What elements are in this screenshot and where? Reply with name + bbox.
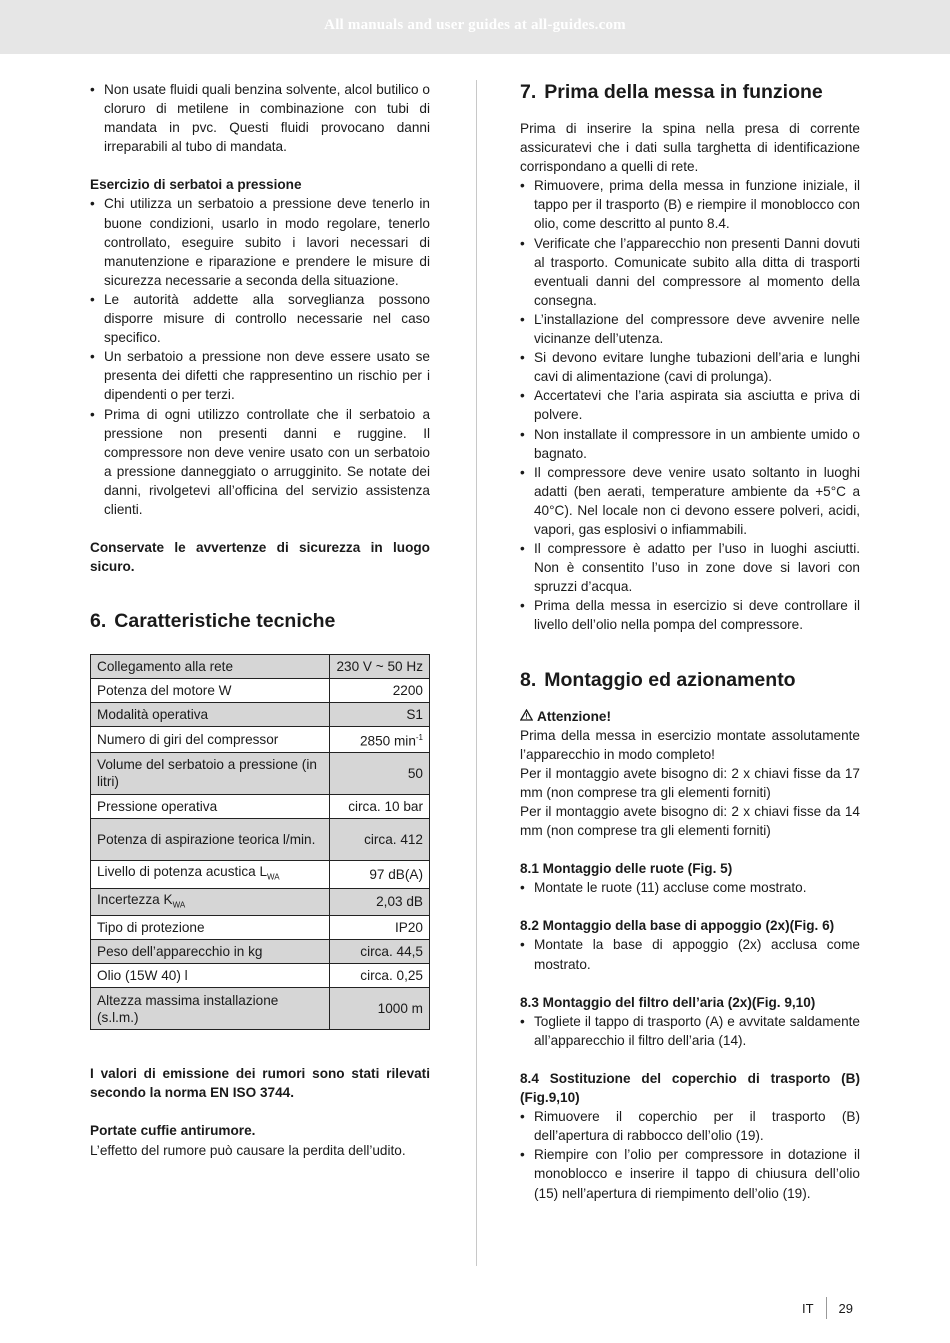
s7-bullet: • Il compressore è adatto per l’uso in luoghi asciutti. Non è consentito l’uso in zone dove si lavori con spruzzi d’acqua.	[520, 539, 860, 596]
spec-value: 1000 m	[330, 988, 430, 1030]
spec-value: 230 V ~ 50 Hz	[330, 655, 430, 679]
section8-number: 8.	[520, 668, 537, 691]
s82-bullet: • Montate la base di appoggio (2x) acclusa come mostrato.	[520, 935, 860, 973]
s81-title: 8.1 Montaggio delle ruote (Fig. 5)	[520, 861, 733, 877]
pressure-bullet: • Prima di ogni utilizzo controllate che il serbatoio a pressione non presenti danni e ruggine. Il compressore non deve venire usato con un serbatoio a pressione danneggiato o arrugginito. Se notate dei danni, rivolgetevi all’officina del servizio assistenza clienti.	[90, 405, 430, 520]
s84-title: 8.4 Sostituzione del coperchio di trasporto (B) (Fig.9,10)	[520, 1070, 860, 1106]
spec-label	[91, 860, 330, 888]
watermark-text: All manuals and user guides at all-guides.com	[324, 17, 626, 33]
s84-bullet: • Rimuovere il coperchio per il trasporto (B) dell’apertura di rabbocco dell’olio (19).	[520, 1107, 860, 1145]
spec-value: 2200	[330, 679, 430, 703]
noise-note: I valori di emissione dei rumori sono stati rilevati secondo la norma EN ISO 3744.	[90, 1066, 430, 1101]
s82-list	[520, 935, 860, 973]
tools-text-2: Per il montaggio avete bisogno di: 2 x chiavi fisse da 14 mm (non comprese tra gli elementi forniti)	[520, 804, 860, 839]
spec-label-sub: WA	[267, 872, 280, 882]
s7-bullet: • Verificate che l’apparecchio non presenti Danni dovuti al trasporto. Comunicate subito alla ditta di trasporti eventuali danni del compressore al momento della consegna.	[520, 234, 860, 310]
s7-bullet: • Si devono evitare lunghe tubazioni dell’aria e lunghi cavi di alimentazione (cavi di prolunga).	[520, 348, 860, 386]
page-footer	[802, 1297, 853, 1319]
intro-bullet: • Non usate fluidi quali benzina solvente, alcol butilico o cloruro di metilene in combinazione con tubi di mandata in pvc. Questi fluidi provocano danni irreparabili al tubo di mandata.	[90, 80, 430, 156]
spec-label: Numero di giri del compressor	[91, 727, 330, 753]
table-row	[91, 727, 430, 753]
spec-value: circa. 0,25	[330, 964, 430, 988]
table-row	[91, 964, 430, 988]
s7-bullet: • L’installazione del compressore deve avvenire nelle vicinanze dell’utenza.	[520, 310, 860, 348]
spec-value: circa. 10 bar	[330, 794, 430, 818]
footer-separator	[826, 1297, 827, 1319]
s83-list	[520, 1012, 860, 1050]
spec-value: S1	[330, 703, 430, 727]
pressure-bullet: • Un serbatoio a pressione non deve essere usato se presenta dei difetti che rappresentino un rischio per i dipendenti o per terzi.	[90, 347, 430, 404]
s84-bullet: • Riempire con l’olio per compressore in dotazione il monoblocco e inserire il tappo di chiusura dell’olio (15) nell’apertura di riempimento dell’olio (19).	[520, 1145, 860, 1202]
spec-value: circa. 412	[330, 818, 430, 860]
spec-label: Potenza di aspirazione teorica l/min.	[91, 818, 330, 860]
s7-bullet: • Accertatevi che l’aria aspirata sia asciutta e priva di polvere.	[520, 386, 860, 424]
spec-label: Potenza del motore W	[91, 679, 330, 703]
spec-value	[330, 727, 430, 753]
warning-icon	[520, 707, 533, 726]
section7-number: 7.	[520, 81, 537, 103]
attention-label: Attenzione!	[537, 708, 612, 724]
s81-list	[520, 878, 860, 897]
column-divider	[476, 80, 477, 1266]
section8-title	[520, 668, 860, 692]
table-row	[91, 794, 430, 818]
spec-value-sup: -1	[415, 733, 423, 743]
attention-text: Prima della messa in esercizio montate assolutamente l’apparecchio in modo completo!	[520, 727, 860, 762]
s7-bullet: • Rimuovere, prima della messa in funzione iniziale, il tappo per il trasporto (B) e riempire il monoblocco con olio, come descritto al punto 8.4.	[520, 176, 860, 233]
s82-title: 8.2 Montaggio della base di appoggio (2x)(Fig. 6)	[520, 918, 835, 934]
spec-label: Modalità operativa	[91, 703, 330, 727]
ear-protection-heading: Portate cuffie antirumore.	[90, 1123, 256, 1139]
table-row	[91, 888, 430, 916]
attention-heading	[520, 707, 860, 726]
spec-label-text: Incertezza K	[97, 891, 173, 907]
table-row	[91, 752, 430, 794]
spec-label: Collegamento alla rete	[91, 655, 330, 679]
left-column	[90, 80, 430, 1160]
spec-label: Volume del serbatoio a pressione (in litri)	[91, 752, 330, 794]
intro-list	[90, 80, 430, 156]
tools-text-1: Per il montaggio avete bisogno di: 2 x chiavi fisse da 17 mm (non comprese tra gli elementi forniti)	[520, 765, 860, 800]
s7-bullet: • Prima della messa in esercizio si deve controllare il livello dell’olio nella pompa del compressore.	[520, 596, 860, 634]
pressure-heading: Esercizio di serbatoi a pressione	[90, 177, 302, 193]
language-code: IT	[801, 1300, 814, 1316]
s7-intro: Prima di inserire la spina nella presa di corrente assicuratevi che i dati sulla targhetta di identificazione corrispondano a quelli di rete.	[520, 121, 860, 175]
spec-table	[90, 654, 430, 1030]
spec-label: Altezza massima installazione (s.l.m.)	[91, 988, 330, 1030]
page-number: 29	[838, 1300, 853, 1316]
spec-value: circa. 44,5	[330, 940, 430, 964]
table-row	[91, 655, 430, 679]
spec-value: 2,03 dB	[330, 888, 430, 916]
spec-value: 97 dB(A)	[330, 860, 430, 888]
pressure-list	[90, 194, 430, 519]
keep-warnings-note: Conservate le avvertenze di sicurezza in luogo sicuro.	[90, 540, 430, 575]
table-row	[91, 703, 430, 727]
section6-number: 6.	[90, 610, 107, 633]
spec-value: 50	[330, 752, 430, 794]
s7-bullet: • Il compressore deve venire usato soltanto in luoghi adatti (ben aerati, temperature ambiente da +5°C a 40°C). Nel locale non ci devono essere polveri, acidi, vapori, gas esplosivi o infiammabili.	[520, 463, 860, 539]
table-row	[91, 988, 430, 1030]
section7-title	[520, 80, 860, 104]
table-row	[91, 916, 430, 940]
watermark-bar	[0, 0, 950, 54]
section8-title-text: Montaggio ed azionamento	[544, 668, 796, 691]
pressure-bullet: • Chi utilizza un serbatoio a pressione deve tenerlo in buone condizioni, usarlo in modo regolare, tenerlo controllato, eseguire subito i lavori necessari di manutenzione e riparazione e prendere le misure di sicurezza necessarie a seconda della situazione.	[90, 194, 430, 289]
section6-title	[90, 609, 430, 633]
table-row	[91, 818, 430, 860]
table-row	[91, 940, 430, 964]
spec-label: Tipo di protezione	[91, 916, 330, 940]
s83-title: 8.3 Montaggio del filtro dell’aria (2x)(Fig. 9,10)	[520, 994, 816, 1010]
section7-title-text: Prima della messa in funzione	[544, 81, 823, 103]
spec-value-text: 2850 min	[359, 733, 416, 749]
section6-title-text: Caratteristiche tecniche	[114, 610, 336, 633]
ear-protection-text: L’effetto del rumore può causare la perdita dell’udito.	[90, 1142, 406, 1158]
s7-bullet: • Non installate il compressore in un ambiente umido o bagnato.	[520, 425, 860, 463]
spec-label-text: Livello di potenza acustica L	[97, 863, 268, 879]
spec-label: Olio (15W 40) l	[91, 964, 330, 988]
spec-label	[91, 888, 330, 916]
spec-label: Pressione operativa	[91, 794, 330, 818]
s83-bullet: • Togliete il tappo di trasporto (A) e avvitate saldamente all’apparecchio il filtro dell’aria (14).	[520, 1012, 860, 1050]
s7-list	[520, 176, 860, 634]
right-column	[520, 80, 860, 1203]
table-row	[91, 679, 430, 703]
pressure-bullet: • Le autorità addette alla sorveglianza possono disporre misure di controllo necessarie nel caso specifico.	[90, 290, 430, 347]
s81-bullet: • Montate le ruote (11) accluse come mostrato.	[520, 878, 860, 897]
spec-value: IP20	[330, 916, 430, 940]
spec-label-sub: WA	[172, 900, 186, 910]
spec-label: Peso dell’apparecchio in kg	[91, 940, 330, 964]
table-row	[91, 860, 430, 888]
s84-list	[520, 1107, 860, 1202]
